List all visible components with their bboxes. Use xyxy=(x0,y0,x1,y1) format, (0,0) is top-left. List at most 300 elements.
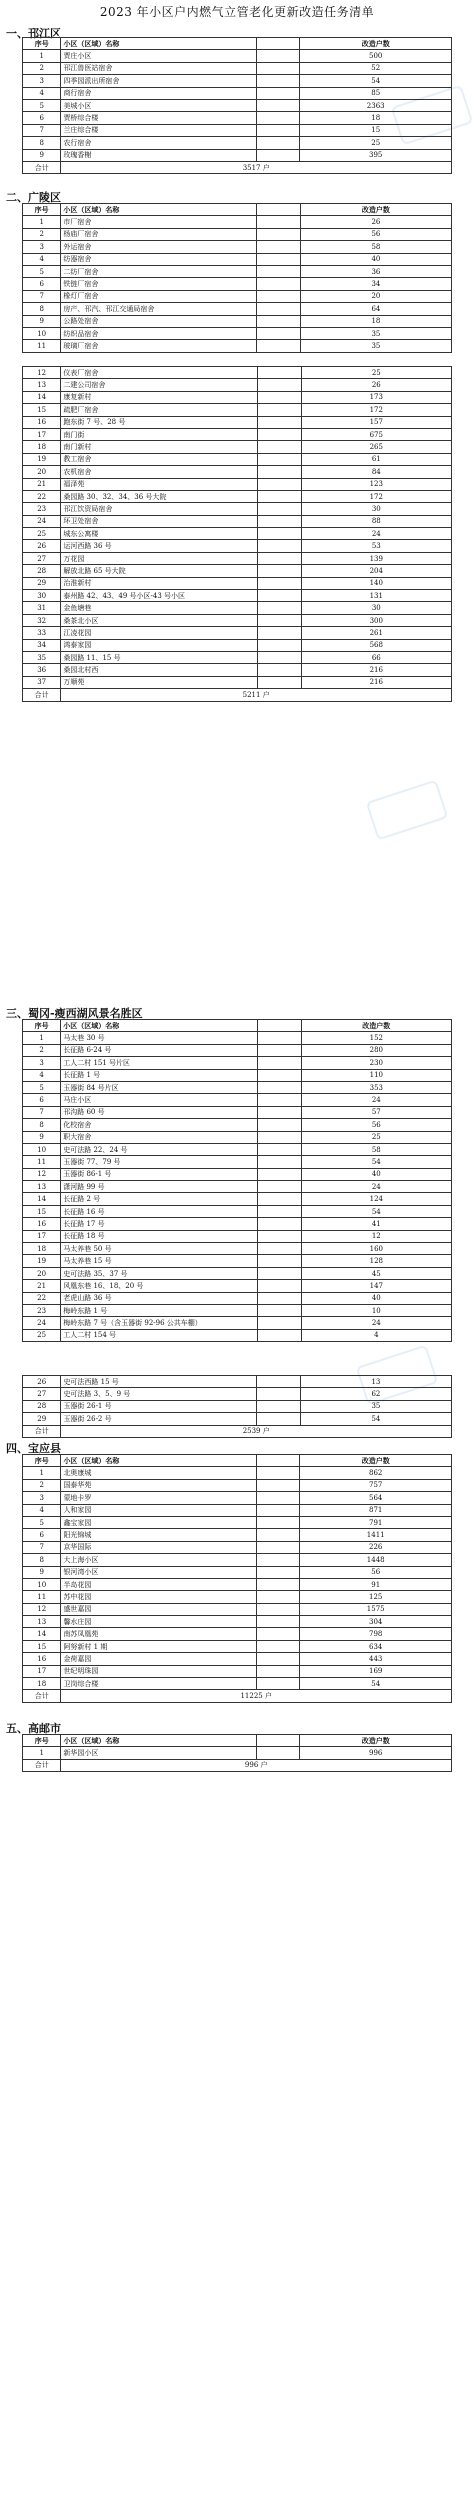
row-number: 6 xyxy=(23,278,61,290)
table-row xyxy=(23,149,452,161)
household-count: 1411 xyxy=(300,1529,452,1541)
community-name: 鑫宝家园 xyxy=(61,1516,256,1528)
household-count: 54 xyxy=(300,1413,451,1425)
table-row xyxy=(23,216,452,228)
table-row xyxy=(23,676,452,688)
row-number: 27 xyxy=(23,552,61,564)
community-name: 疏肥厂宿舍 xyxy=(61,404,258,416)
row-number: 6 xyxy=(23,1529,61,1541)
section-title: 三、蜀冈-瘦西湖风景名胜区 xyxy=(6,1007,143,1020)
table-row xyxy=(23,1479,452,1491)
total-value: 5211 户 xyxy=(61,689,452,701)
row-spacer xyxy=(257,428,301,440)
row-spacer xyxy=(257,478,301,490)
table-row xyxy=(23,416,452,428)
row-number: 21 xyxy=(23,1280,61,1292)
table-row xyxy=(23,1554,452,1566)
table-row xyxy=(23,540,452,552)
community-name: 纺器宿舍 xyxy=(61,253,257,265)
household-count: 56 xyxy=(300,1566,452,1578)
row-spacer xyxy=(257,577,301,589)
document-title: 2023 年小区户内燃气立管老化更新改造任务清单 xyxy=(99,5,375,19)
row-spacer xyxy=(257,515,301,527)
table-row xyxy=(23,1143,452,1155)
row-number: 2 xyxy=(23,1479,61,1491)
row-spacer xyxy=(257,639,301,651)
household-count: 172 xyxy=(301,404,451,416)
household-count: 204 xyxy=(301,565,451,577)
household-count: 1575 xyxy=(300,1603,452,1615)
community-name: 美城小区 xyxy=(61,99,256,111)
community-name: 工人二村 154 号 xyxy=(61,1329,258,1341)
table-row xyxy=(23,62,452,74)
row-number: 7 xyxy=(23,1106,61,1118)
row-number: 10 xyxy=(23,1578,61,1590)
row-spacer xyxy=(256,1492,300,1504)
row-number: 1 xyxy=(23,50,61,62)
table-header-row xyxy=(23,1735,452,1747)
community-name: 商行宿舍 xyxy=(61,87,256,99)
household-count: 304 xyxy=(300,1616,452,1628)
household-count: 45 xyxy=(301,1267,451,1279)
row-number: 26 xyxy=(23,1376,61,1388)
household-count: 64 xyxy=(300,303,451,315)
household-count: 216 xyxy=(301,676,451,688)
household-count: 123 xyxy=(301,478,451,490)
row-number: 16 xyxy=(23,416,61,428)
community-name: 长征路 2 号 xyxy=(61,1193,258,1205)
row-number: 3 xyxy=(23,1492,61,1504)
row-number: 22 xyxy=(23,490,61,502)
row-number: 1 xyxy=(23,1747,61,1759)
table-row xyxy=(23,1578,452,1590)
task-table xyxy=(22,1454,452,1703)
household-count: 131 xyxy=(301,590,451,602)
household-count: 15 xyxy=(300,124,452,136)
row-spacer xyxy=(256,1516,300,1528)
table-row xyxy=(23,515,452,527)
row-spacer xyxy=(258,1044,301,1056)
row-number: 5 xyxy=(23,1516,61,1528)
header-no: 序号 xyxy=(23,1735,61,1747)
row-number: 8 xyxy=(23,1119,61,1131)
total-value: 2539 户 xyxy=(61,1425,452,1437)
row-number: 15 xyxy=(23,404,61,416)
table-row xyxy=(23,466,452,478)
community-name: 潇河路 99 号 xyxy=(61,1181,258,1193)
row-number: 8 xyxy=(23,303,61,315)
row-number: 5 xyxy=(23,1081,61,1093)
community-name: 杨庙厂宿舍 xyxy=(61,228,257,240)
row-number: 4 xyxy=(23,87,61,99)
row-number: 30 xyxy=(23,590,61,602)
household-count: 24 xyxy=(301,1317,451,1329)
table-header-row xyxy=(23,1020,452,1032)
row-spacer xyxy=(256,1388,300,1400)
table-row xyxy=(23,1081,452,1093)
row-spacer xyxy=(256,1566,300,1578)
row-spacer xyxy=(258,1317,301,1329)
table-row xyxy=(23,1492,452,1504)
row-number: 26 xyxy=(23,540,61,552)
section-title: 四、宝应县 xyxy=(6,1442,61,1455)
community-name: 鸿泰家园 xyxy=(61,639,258,651)
table-row xyxy=(23,1230,452,1242)
row-spacer xyxy=(257,379,301,391)
row-spacer xyxy=(256,1376,300,1388)
household-count: 500 xyxy=(300,50,452,62)
row-number: 37 xyxy=(23,676,61,688)
row-spacer xyxy=(257,404,301,416)
community-name: 教工宿舍 xyxy=(61,453,258,465)
row-spacer xyxy=(256,1665,300,1677)
table-row xyxy=(23,228,452,240)
row-number: 13 xyxy=(23,379,61,391)
table-row xyxy=(23,1400,452,1412)
household-count: 36 xyxy=(300,265,451,277)
community-name: 史可法路 22、24 号 xyxy=(61,1143,258,1155)
table-row xyxy=(23,1591,452,1603)
community-name: 外运宿舍 xyxy=(61,241,257,253)
task-table xyxy=(22,37,452,174)
household-count: 226 xyxy=(300,1541,452,1553)
row-number: 8 xyxy=(23,1554,61,1566)
row-spacer xyxy=(256,1616,300,1628)
row-spacer xyxy=(257,466,301,478)
table-row xyxy=(23,1566,452,1578)
total-row xyxy=(23,161,452,173)
row-spacer xyxy=(257,228,301,240)
row-number: 20 xyxy=(23,466,61,478)
row-spacer xyxy=(256,50,300,62)
community-name: 长征路 16 号 xyxy=(61,1205,258,1217)
row-number: 4 xyxy=(23,1069,61,1081)
community-name: 康复新村 xyxy=(61,391,258,403)
household-count: 54 xyxy=(300,1678,452,1690)
total-row xyxy=(23,1425,452,1437)
row-spacer xyxy=(258,1081,301,1093)
table-row xyxy=(23,528,452,540)
header-spacer xyxy=(256,38,300,50)
total-row xyxy=(23,1690,452,1702)
table-row xyxy=(23,428,452,440)
table-row xyxy=(23,391,452,403)
community-name: 金鱼塘巷 xyxy=(61,602,258,614)
household-count: 40 xyxy=(301,1168,451,1180)
household-count: 564 xyxy=(300,1492,452,1504)
household-count: 18 xyxy=(300,112,452,124)
header-no: 序号 xyxy=(23,204,61,216)
row-spacer xyxy=(258,1329,301,1341)
row-spacer xyxy=(258,1230,301,1242)
household-count: 24 xyxy=(301,1181,451,1193)
row-number: 25 xyxy=(23,1329,61,1341)
row-spacer xyxy=(256,1529,300,1541)
household-count: 40 xyxy=(301,1292,451,1304)
row-spacer xyxy=(257,503,301,515)
community-name: 江凌花园 xyxy=(61,627,258,639)
header-spacer xyxy=(256,1455,300,1467)
header-no: 序号 xyxy=(23,1020,61,1032)
household-count: 12 xyxy=(301,1230,451,1242)
community-name: 马太养巷 50 号 xyxy=(61,1243,258,1255)
row-number: 9 xyxy=(23,1131,61,1143)
row-number: 10 xyxy=(23,1143,61,1155)
row-spacer xyxy=(256,1678,300,1690)
household-count: 34 xyxy=(300,278,451,290)
household-count: 443 xyxy=(300,1653,452,1665)
header-spacer xyxy=(256,1735,300,1747)
row-number: 9 xyxy=(23,149,61,161)
community-name: 橡灯厂宿舍 xyxy=(61,290,257,302)
household-count: 634 xyxy=(300,1640,452,1652)
row-number: 32 xyxy=(23,614,61,626)
table-row xyxy=(23,1317,452,1329)
row-number: 17 xyxy=(23,1665,61,1677)
household-count: 26 xyxy=(301,379,451,391)
household-count: 25 xyxy=(300,137,452,149)
household-count: 35 xyxy=(300,340,451,352)
table-row xyxy=(23,590,452,602)
community-name: 二纺厂宿舍 xyxy=(61,265,257,277)
row-number: 7 xyxy=(23,1541,61,1553)
row-spacer xyxy=(257,391,301,403)
row-spacer xyxy=(257,602,301,614)
row-spacer xyxy=(258,1131,301,1143)
community-name: 盛世嘉园 xyxy=(61,1603,256,1615)
table-row xyxy=(23,1218,452,1230)
row-number: 15 xyxy=(23,1640,61,1652)
household-count: 140 xyxy=(301,577,451,589)
header-count: 改造户数 xyxy=(300,38,452,50)
community-name: 蒙地卡罗 xyxy=(61,1492,256,1504)
community-name: 玉器街 26-2 号 xyxy=(61,1413,257,1425)
row-spacer xyxy=(256,149,300,161)
household-count: 125 xyxy=(300,1591,452,1603)
row-number: 2 xyxy=(23,228,61,240)
row-spacer xyxy=(257,278,301,290)
row-number: 3 xyxy=(23,75,61,87)
community-name: 泰州路 42、43、49 号小区-43 号小区 xyxy=(61,590,258,602)
row-spacer xyxy=(257,528,301,540)
row-number: 23 xyxy=(23,503,61,515)
household-count: 1448 xyxy=(300,1554,452,1566)
household-count: 169 xyxy=(300,1665,452,1677)
row-spacer xyxy=(256,1653,300,1665)
row-spacer xyxy=(256,1400,300,1412)
row-spacer xyxy=(257,367,301,379)
row-number: 24 xyxy=(23,515,61,527)
community-name: 城东公寓楼 xyxy=(61,528,258,540)
table-row xyxy=(23,278,452,290)
table-row xyxy=(23,1516,452,1528)
household-count: 862 xyxy=(300,1467,452,1479)
community-name: 马庄小区 xyxy=(61,1094,258,1106)
table-row xyxy=(23,87,452,99)
household-count: 172 xyxy=(301,490,451,502)
household-count: 24 xyxy=(301,528,451,540)
table-row xyxy=(23,1467,452,1479)
row-spacer xyxy=(257,614,301,626)
task-table xyxy=(22,1734,452,1772)
community-name: 桑茶北小区 xyxy=(61,614,258,626)
table-row xyxy=(23,1057,452,1069)
community-name: 玉器街 26-1 号 xyxy=(61,1400,257,1412)
household-count: 61 xyxy=(301,453,451,465)
row-number: 15 xyxy=(23,1205,61,1217)
row-number: 33 xyxy=(23,627,61,639)
header-name: 小区（区域）名称 xyxy=(61,204,257,216)
table-row xyxy=(23,577,452,589)
community-name: 大上海小区 xyxy=(61,1554,256,1566)
table-row xyxy=(23,664,452,676)
table-row xyxy=(23,453,452,465)
household-count: 52 xyxy=(300,62,452,74)
row-spacer xyxy=(256,124,300,136)
row-number: 11 xyxy=(23,340,61,352)
header-name: 小区（区域）名称 xyxy=(61,1735,256,1747)
community-name: 玫瑰香榭 xyxy=(61,149,256,161)
community-name: 化校宿舍 xyxy=(61,1119,258,1131)
household-count: 395 xyxy=(300,149,452,161)
row-spacer xyxy=(257,441,301,453)
row-number: 7 xyxy=(23,124,61,136)
community-name: 贾庄小区 xyxy=(61,50,256,62)
table-row xyxy=(23,99,452,111)
table-row xyxy=(23,1504,452,1516)
community-name: 金荷嘉园 xyxy=(61,1653,256,1665)
row-spacer xyxy=(257,303,301,315)
total-row xyxy=(23,689,452,701)
table-row xyxy=(23,1529,452,1541)
table-row xyxy=(23,315,452,327)
total-label: 合计 xyxy=(23,1690,61,1702)
household-count: 568 xyxy=(301,639,451,651)
row-spacer xyxy=(256,87,300,99)
household-count: 91 xyxy=(300,1578,452,1590)
row-spacer xyxy=(258,1267,301,1279)
row-number: 7 xyxy=(23,290,61,302)
community-name: 新华园小区 xyxy=(61,1747,256,1759)
row-spacer xyxy=(256,1628,300,1640)
row-number: 35 xyxy=(23,651,61,663)
total-label: 合计 xyxy=(23,689,61,701)
row-number: 4 xyxy=(23,1504,61,1516)
total-label: 合计 xyxy=(23,161,61,173)
table-row xyxy=(23,1267,452,1279)
watermark-stamp xyxy=(366,780,449,841)
row-spacer xyxy=(257,627,301,639)
table-row xyxy=(23,1181,452,1193)
household-count: 871 xyxy=(300,1504,452,1516)
table-row xyxy=(23,602,452,614)
household-count: 62 xyxy=(300,1388,451,1400)
community-name: 房产、邗汽、邗江交通局宿舍 xyxy=(61,303,257,315)
row-spacer xyxy=(258,1181,301,1193)
table-row xyxy=(23,1032,452,1044)
community-name: 银河湾小区 xyxy=(61,1566,256,1578)
row-spacer xyxy=(258,1218,301,1230)
row-number: 6 xyxy=(23,112,61,124)
household-count: 84 xyxy=(301,466,451,478)
row-spacer xyxy=(256,137,300,149)
household-count: 152 xyxy=(301,1032,451,1044)
community-name: 仪表厂宿舍 xyxy=(61,367,258,379)
household-count: 25 xyxy=(301,1131,451,1143)
table-row xyxy=(23,1616,452,1628)
row-number: 22 xyxy=(23,1292,61,1304)
total-label: 合计 xyxy=(23,1425,61,1437)
row-spacer xyxy=(256,1413,300,1425)
table-row xyxy=(23,1205,452,1217)
household-count: 353 xyxy=(301,1081,451,1093)
row-spacer xyxy=(258,1280,301,1292)
community-name: 邗江兽医站宿舍 xyxy=(61,62,256,74)
table-row xyxy=(23,241,452,253)
row-number: 24 xyxy=(23,1317,61,1329)
row-spacer xyxy=(256,62,300,74)
community-name: 南苏凤凰苑 xyxy=(61,1628,256,1640)
community-name: 运河西路 36 号 xyxy=(61,540,258,552)
household-count: 58 xyxy=(301,1143,451,1155)
table-row xyxy=(23,1044,452,1056)
table-header-row xyxy=(23,1455,452,1467)
row-spacer xyxy=(256,1467,300,1479)
household-count: 110 xyxy=(301,1069,451,1081)
community-name: 兰庄综合楼 xyxy=(61,124,256,136)
header-count: 改造户数 xyxy=(300,1735,452,1747)
task-table xyxy=(22,366,452,702)
household-count: 57 xyxy=(301,1106,451,1118)
row-spacer xyxy=(257,265,301,277)
header-no: 序号 xyxy=(23,38,61,50)
table-row xyxy=(23,50,452,62)
table-row xyxy=(23,1094,452,1106)
household-count: 54 xyxy=(301,1156,451,1168)
row-spacer xyxy=(258,1205,301,1217)
row-number: 5 xyxy=(23,265,61,277)
community-name: 解放北路 65 号大院 xyxy=(61,565,258,577)
household-count: 261 xyxy=(301,627,451,639)
community-name: 长征路 6-24 号 xyxy=(61,1044,258,1056)
household-count: 216 xyxy=(301,664,451,676)
community-name: 玉器街 77、79 号 xyxy=(61,1156,258,1168)
community-name: 桑园北村西 xyxy=(61,664,258,676)
community-name: 跑东街 7 号、28 号 xyxy=(61,416,258,428)
table-row xyxy=(23,627,452,639)
table-row xyxy=(23,565,452,577)
community-name: 福泽苑 xyxy=(61,478,258,490)
table-row xyxy=(23,327,452,339)
row-spacer xyxy=(256,1554,300,1566)
household-count: 35 xyxy=(300,1400,451,1412)
community-name: 南门街 xyxy=(61,428,258,440)
household-count: 88 xyxy=(301,515,451,527)
row-spacer xyxy=(258,1094,301,1106)
table-row xyxy=(23,552,452,564)
row-number: 9 xyxy=(23,1566,61,1578)
table-row xyxy=(23,1131,452,1143)
household-count: 675 xyxy=(301,428,451,440)
row-number: 18 xyxy=(23,1678,61,1690)
row-spacer xyxy=(257,676,301,688)
row-number: 16 xyxy=(23,1653,61,1665)
community-name: 玉器街 86-1 号 xyxy=(61,1168,258,1180)
header-count: 改造户数 xyxy=(300,1455,452,1467)
household-count: 128 xyxy=(301,1255,451,1267)
community-name: 公路处宿舍 xyxy=(61,315,257,327)
header-count: 改造户数 xyxy=(301,1020,451,1032)
